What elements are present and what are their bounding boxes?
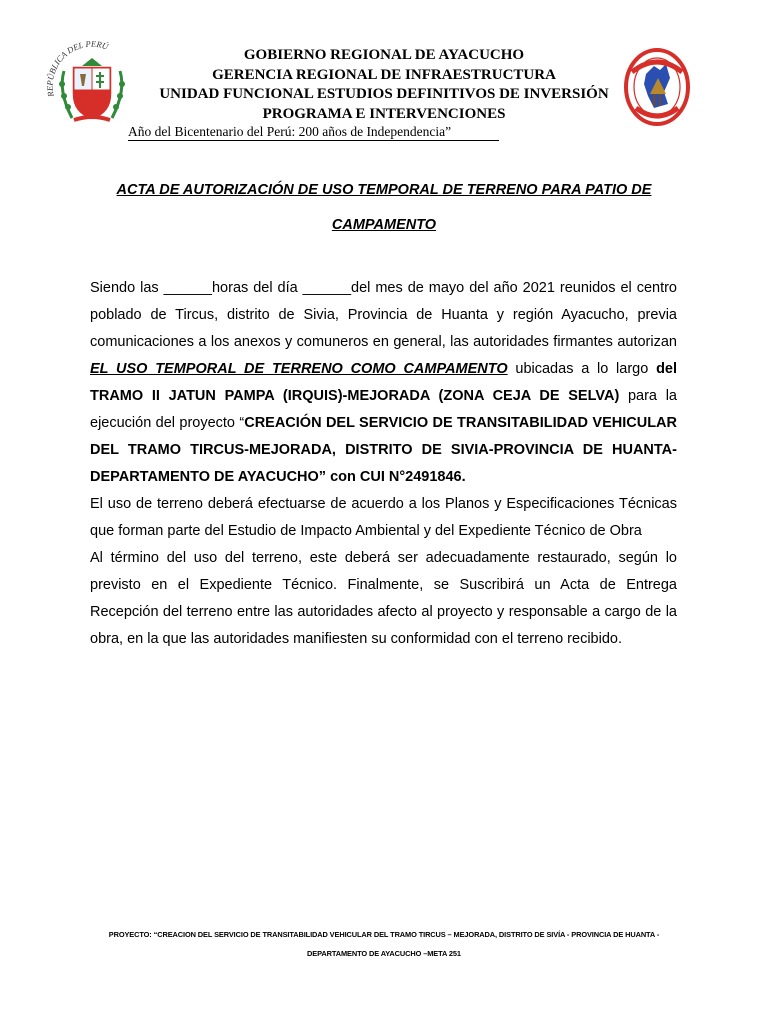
institution-header (150, 46, 618, 124)
body-paragraph-3: Al término del uso del terreno, este deberá ser adecuadamente restaurado, según lo previsto en el Expediente Técnico. Finalmente, se Suscribirá un Acta de Entrega Recepción del terreno entre las autoridades afecto al proyecto y responsable a cargo de la obra, en la que las autoridades manifiesten su conformidad con el terreno recibido. (90, 550, 677, 647)
page-footer (80, 925, 688, 963)
document-title: ACTA DE AUTORIZACIÓN DE USO TEMPORAL DE TERRENO PARA PATIO DE CAMPAMENTO (116, 182, 652, 233)
p1-authorized-use: EL USO TEMPORAL DE TERRENO COMO CAMPAMENTO (90, 361, 508, 377)
header-line-1: GOBIERNO REGIONAL DE AYACUCHO (243, 47, 525, 63)
document-body (90, 275, 677, 653)
p1-located: ubicadas a lo largo (507, 361, 657, 377)
p1-project-name: CREACIÓN DEL SERVICIO DE TRANSITABILIDAD VEHICULAR DEL TRAMO TIRCUS-MEJORADA, DISTRITO DE SIVIA-PROVINCIA DE HUANTA-DEPARTAMENTO DE AYACUCHO” con CUI N°2491846. (90, 415, 677, 485)
p1-tramo: del TRAMO II JATUN PAMPA (IRQUIS)-MEJORADA (ZONA CEJA DE SELVA) (90, 361, 678, 404)
body-paragraph-1 (90, 275, 677, 491)
footer-line-1: PROYECTO: “CREACION DEL SERVICIO DE TRANSITABILIDAD VEHICULAR DEL TRAMO TIRCUS – MEJORADA, DISTRITO DE SIVÍA - PROVINCIA DE HUANTA - (108, 930, 660, 939)
body-paragraph-2: El uso de terreno deberá efectuarse de acuerdo a los Planos y Especificaciones Técnicas que forman parte del Estudio de Impacto Ambiental y del Expediente Técnico de Obra (90, 496, 677, 539)
year-motto-underline (128, 140, 499, 141)
header-line-2: GERENCIA REGIONAL DE INFRAESTRUCTURA (212, 66, 556, 83)
peru-coat-of-arms-icon (44, 36, 140, 126)
header-line-3: UNIDAD FUNCIONAL ESTUDIOS DEFINITIVOS DE INVERSIÓN (159, 86, 609, 102)
header-line-4: PROGRAMA E INTERVENCIONES (262, 105, 506, 122)
footer-line-2: DEPARTAMENTO DE AYACUCHO –META 251 (307, 949, 461, 958)
svg-text:REPÚBLICA DEL PERÚ: REPÚBLICA DEL PERÚ (44, 38, 110, 98)
regional-government-seal-icon (624, 48, 690, 126)
year-motto: Año del Bicentenario del Perú: 200 años de Independencia” (128, 124, 452, 139)
p1-execution: para la ejecución del proyecto “ (90, 388, 677, 431)
p1-intro: Siendo las ______horas del día ______del mes de mayo del año 2021 reunidos el centro poblado de Tircus, distrito de Sivia, Provincia de Huanta y región Ayacucho, previa comunicaciones a los anexos y comuneros en general, las autoridades firmantes autorizan (90, 280, 677, 350)
